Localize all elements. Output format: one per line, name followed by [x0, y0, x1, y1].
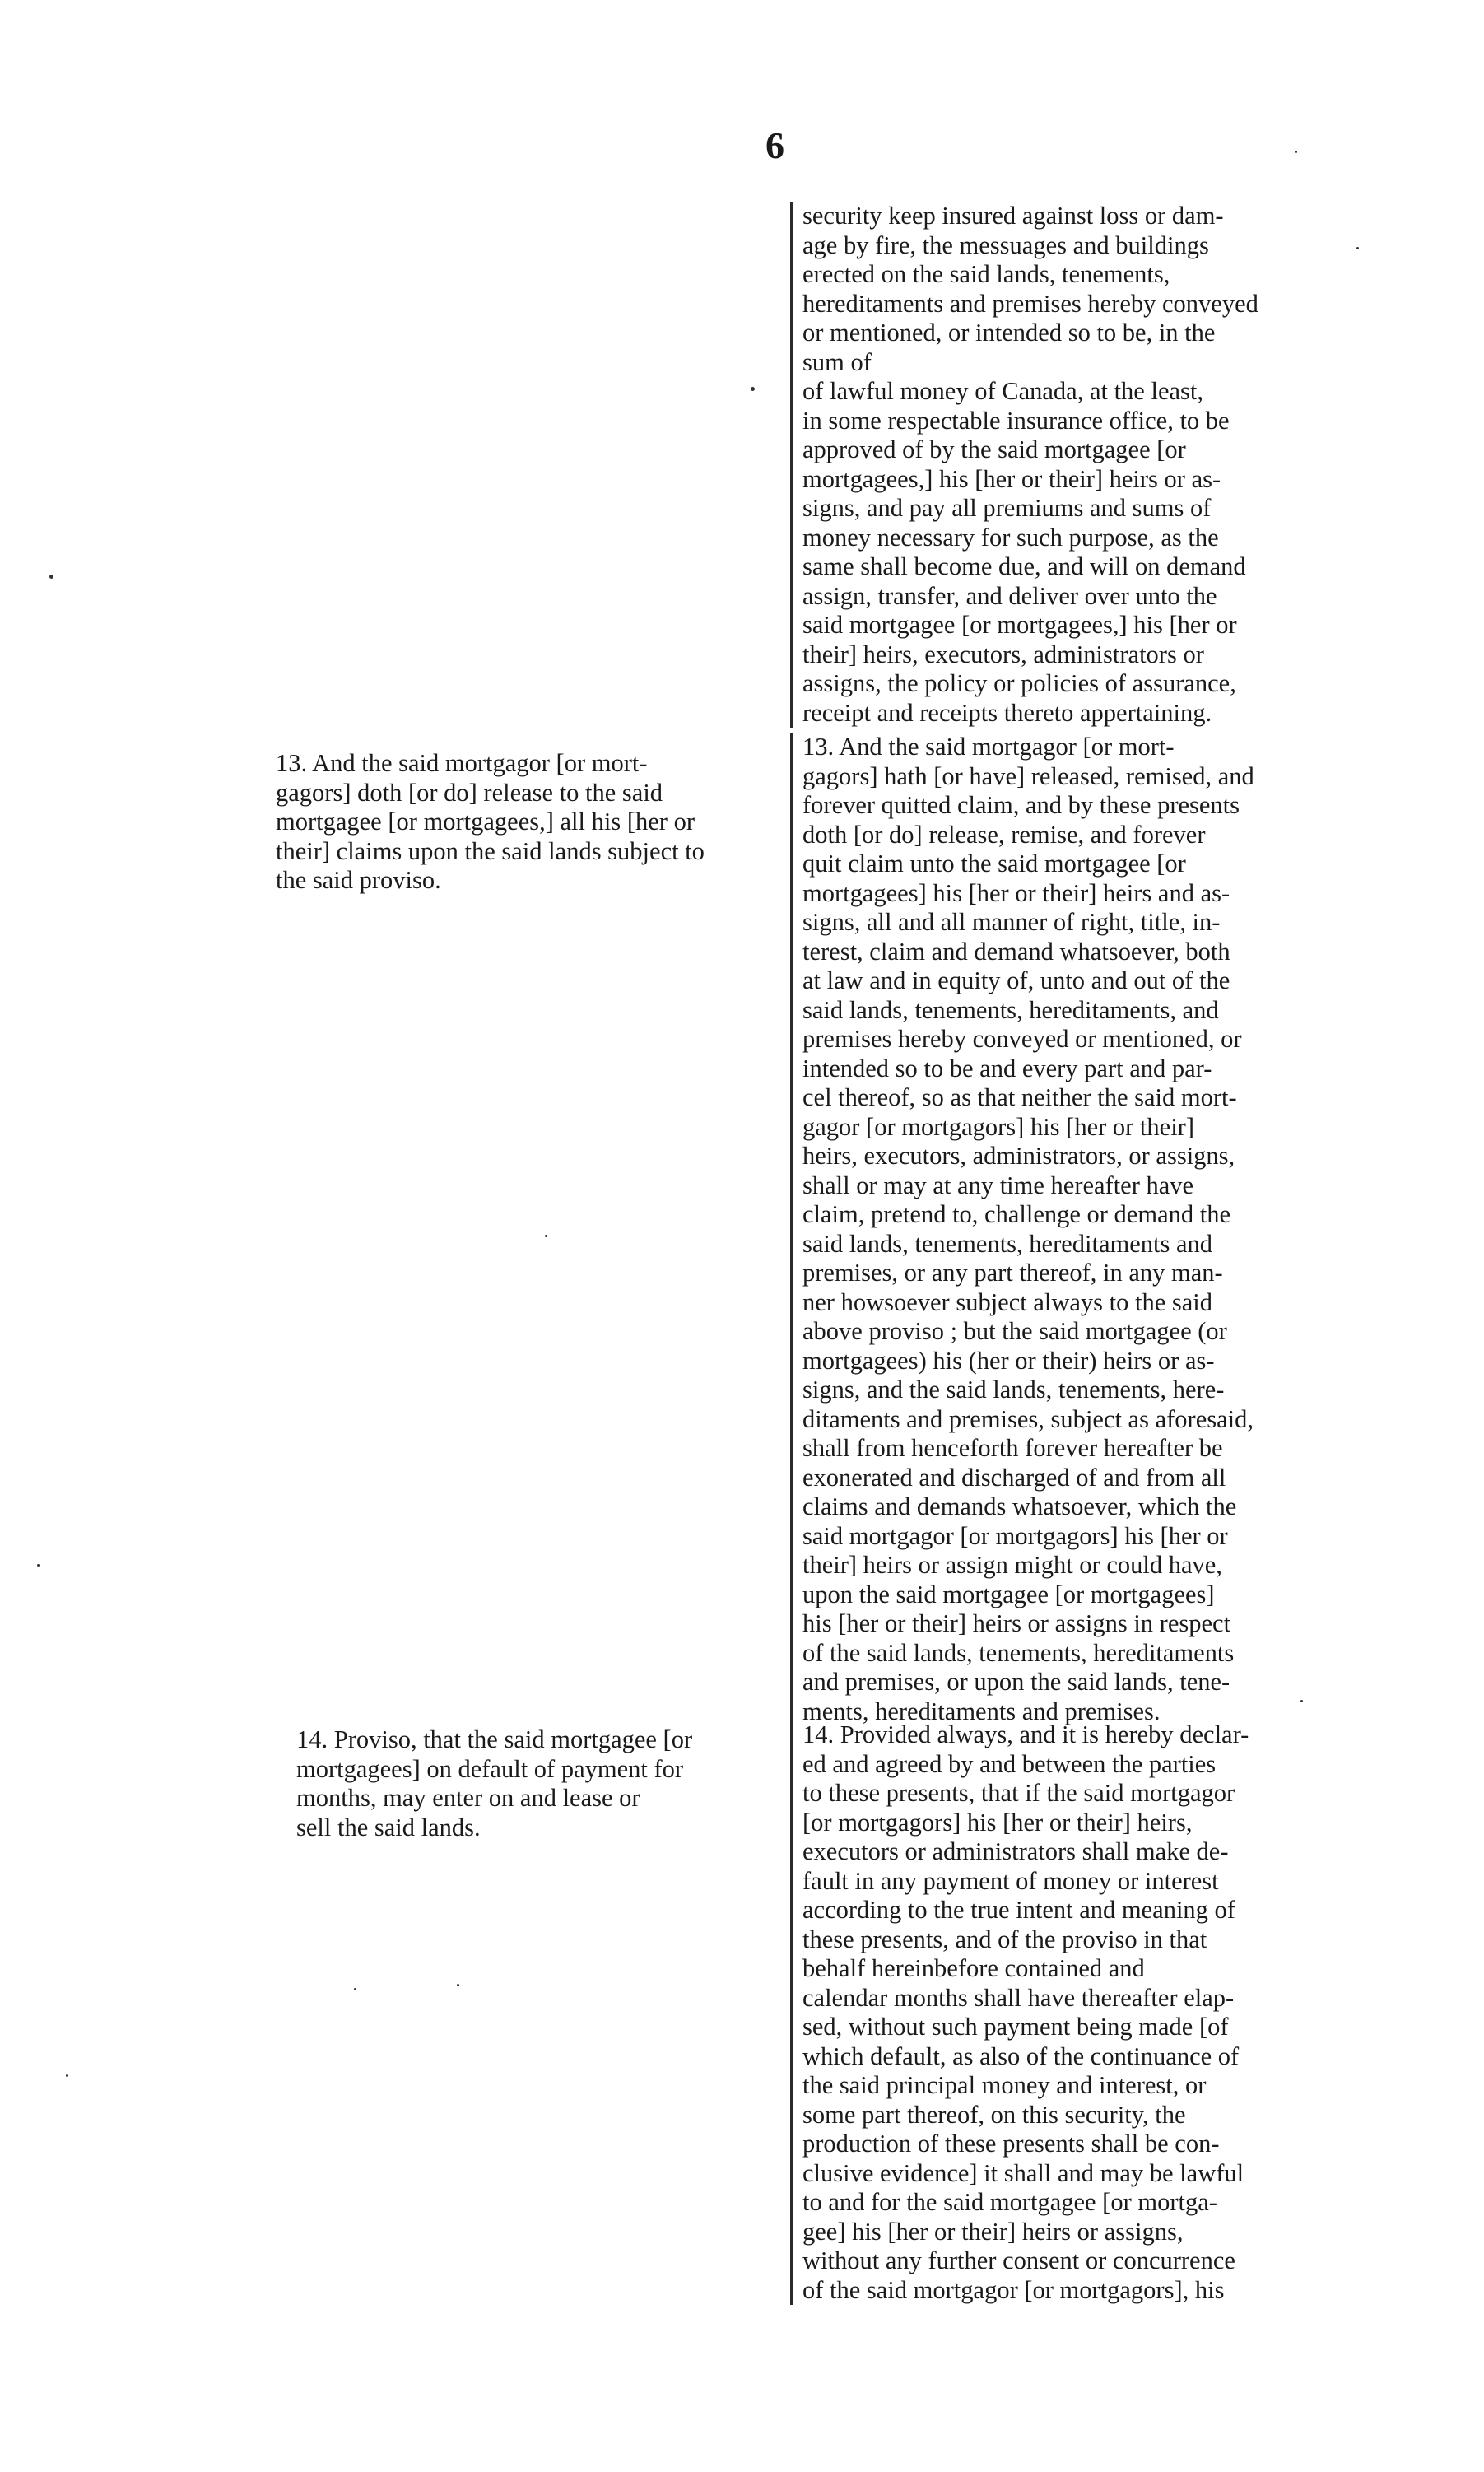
scan-speck	[751, 387, 755, 391]
insurance-clause-text: security keep insured against loss or dam- age by fire, the messuages and buildings erected on the said lands, tenements, hereditaments and premises hereby conveyed or mentioned, or intended so to be, in the sum of of lawful money of Canada, at the least, in some respectable insurance office, to be approved of by the said mortgagee [or mortgagees,] his [her or their] heirs or as- signs, and pay all premiums and sums of money necessary for such purpose, as the same shall become due, and will on demand assign, transfer, and deliver over unto the said mortgagee [or mortgagees,] his [her or their] heirs, executors, administrators or assigns, the policy or policies of assurance, receipt and receipts thereto appertaining.	[790, 202, 1379, 728]
clause-14-text: 14. Provided always, and it is hereby declar- ed and agreed by and between the parties to these presents, that if the said mortgagor [or mortgagors] his [her or their] heirs, executors or administrators shall make de- fault in any payment of money or interest according to the true intent and meaning of these presents, and of the proviso in that behalf hereinbefore contained and calendar months shall have thereafter elap- sed, without such payment being made [of which default, as also of the continuance of the said principal money and interest, or some part thereof, on this security, the production of these presents shall be con- clusive evidence] it shall and may be lawful to and for the said mortgagee [or mortga- gee] his [her or their] heirs or assigns, without any further consent or concurrence of the said mortgagor [or mortgagors], his	[790, 1720, 1379, 2305]
scan-speck	[1295, 151, 1297, 153]
page-number: 6	[765, 124, 784, 166]
scan-speck	[49, 575, 53, 579]
scan-speck	[1356, 247, 1359, 249]
clause-14-marginal-note: 14. Proviso, that the said mortgagee [or mortgagees] on default of payment for months, may enter on and lease or sell the said lands.	[296, 1725, 693, 1841]
scan-speck	[354, 1988, 356, 1990]
scan-speck	[457, 1984, 459, 1986]
clause-13-text: 13. And the said mortgagor [or mort- gagors] hath [or have] released, remised, and forever quitted claim, and by these presents doth [or do] release, remise, and forever quit claim unto the said mortgagee [or mortgagees] his [her or their] heirs and as- signs, all and all manner of right, title, in- terest, claim and demand whatsoever, both at law and in equity of, unto and out of the said lands, tenements, hereditaments, and premises hereby conveyed or mentioned, or intended so to be and every part and par- cel thereof, so as that neither the said mort- gagor [or mortgagors] his [her or their] heirs, executors, administrators, or assigns, shall or may at any time hereafter have claim, pretend to, challenge or demand the said lands, tenements, hereditaments and premises, or any part thereof, in any man- ner howsoever subject always to the said above proviso ; but the said mortgagee (or mortgagees) his (her or their) heirs or as- signs, and the said lands, tenements, here- ditaments and premises, subject as aforesaid, shall from henceforth forever hereafter be exonerated and discharged of and from all claims and demands whatsoever, which the said mortgagor [or mortgagors] his [her or their] heirs or assign might or could have, upon the said mortgagee [or mortgagees] his [her or their] heirs or assigns in respect of the said lands, tenements, hereditaments and premises, or upon the said lands, tene- ments, hereditaments and premises.	[790, 733, 1379, 1726]
clause-13-marginal-note: 13. And the said mortgagor [or mort- gagors] doth [or do] release to the said mortgagee [or mortgagees,] all his [her or their] claims upon the said lands subject to the said proviso.	[276, 749, 705, 894]
scan-speck	[545, 1235, 547, 1237]
scan-speck	[37, 1564, 40, 1567]
scan-speck	[1300, 1700, 1303, 1702]
scan-speck	[66, 2074, 68, 2077]
